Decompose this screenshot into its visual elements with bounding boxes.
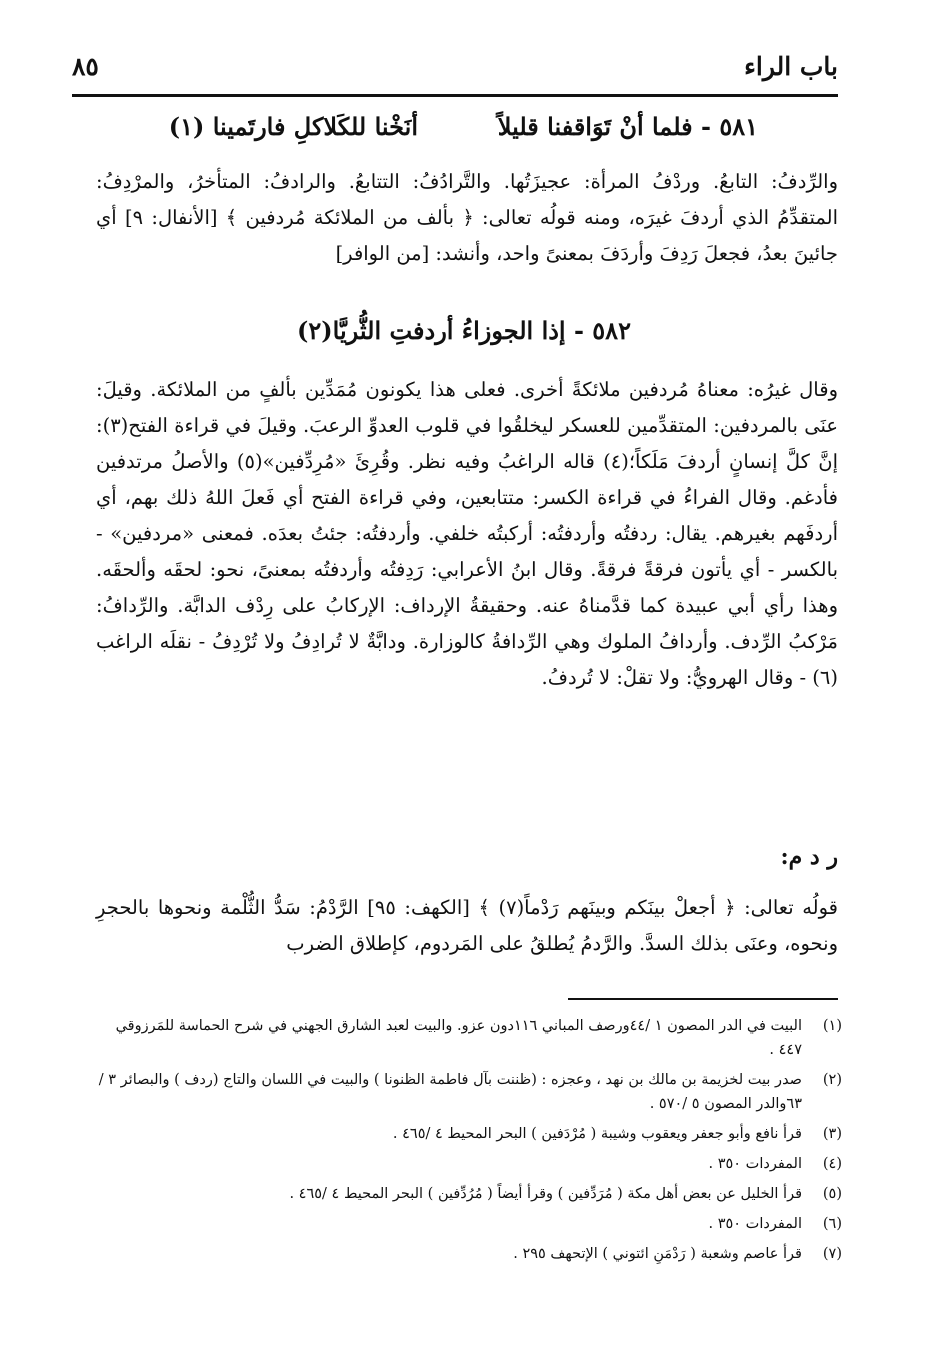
footnote-3: [96, 1122, 842, 1146]
footnote-number: (٧): [822, 1246, 842, 1262]
footnote-text: المفردات ٣٥٠ .: [708, 1216, 802, 1232]
section-heading-radm: ر د م:: [780, 844, 838, 870]
footnote-number: (٥): [822, 1186, 842, 1202]
verse-581-second-hemistich: أنَخْنا للكَلاكلِ فارتَمينا (١): [168, 112, 418, 141]
page-header: [72, 48, 838, 97]
verse-582: ٥٨٢ - إذا الجوزاءُ أردفتِ الثُّريَّا(٢): [297, 316, 631, 345]
verse-581-first-hemistich: ٥٨١ - فلما أنْ تَوَاقفنا قليلاً: [497, 112, 758, 141]
footnote-6: [96, 1212, 842, 1236]
footnote-number: (٢): [822, 1072, 842, 1088]
paragraph-text: والرِّدفُ: التابعُ. وردْفُ المرأة: عجيزَتُها. والتَّرادُفُ: التتابعُ. والرادفُ: المتأخرُ، والمرْدِفُ: المتقدِّمُ الذي أردفَ غيرَه، ومنه قولُه تعالى: ﴿ بألف من الملائكة مُردفين ﴾ [الأنفال: ٩] أي جائينَ بعدُ، فجعلَ رَدِفَ وأردَفَ بمعنىً واحد، وأنشد: [من الوافر]: [96, 170, 838, 265]
footnote-1: [96, 1014, 842, 1062]
footnote-text: قرأ نافع وأبو جعفر ويعقوب وشيبة ( مُرْدَفين ) البحر المحيط ٤ /٤٦٥ .: [392, 1126, 802, 1142]
paragraph-radf-definition: [96, 164, 838, 272]
verse-581: [90, 112, 838, 152]
footnote-text: المفردات ٣٥٠ .: [708, 1156, 802, 1172]
footnote-7: [96, 1242, 842, 1266]
footnote-5: [96, 1182, 842, 1206]
footnote-text: صدر بيت لخزيمة بن مالك بن نهد ، وعجزه : (ظننت بآل فاطمة الظنونا ) والبيت في اللسان والتاج (ردف ) والبصائر ٣ /٦٣والدر المصون ٥ /٥٧٠ .: [98, 1072, 802, 1112]
paragraph-text: وقال غيرُه: معناهُ مُردفين ملائكةً أخرى. فعلى هذا يكونون مُمَدِّين بألفٍ من الملائكة. وقيلَ: عنَى بالمردفين: المتقدِّمين للعسكر ليخلقُوا في قلوب العدوِّ الرعبَ. وقيلَ في قراءة الفتح(٣): إنَّ كلَّ إنسانٍ أردفَ مَلَكاً؛(٤) قاله الراغبُ وفيه نظر. وقُرِئَ «مُرِدِّفين»(٥) والأصلُ مرتدفين فأدغم. وقال الفراءُ في قراءة الكسر: متتابعين، وفي قراءة الفتح أي فَعلَ اللهُ ذلك بهم، أي أردفَهم بغيرهم. يقال: ردفتُه وأردفتُه: أركبتُه خلفي. وأردفتُه: جئتُ بعدَه. فمعنى «مردفين» - بالكسر - أي يأتون فرقةً فرقةً. وقال ابنُ الأعرابي: رَدِفتُه وأردفتُه بمعنىً، نحو: لحقَه وألحقَه. وهذا رأي أبي عبيدة كما قدَّمناهُ عنه. وحقيقةُ الإرداف: الإركابُ على رِدْف الدابَّة. والرِّدافُ: مَرْكبُ الرِّدف. وأردافُ الملوك وهي الرِّدافةُ كالوزارة. ودابَّةٌ لا تُرادِفُ ولا تُرْدِفُ - نقلَه الراغب (٦) - وقال الهرويُّ: ولا تقلْ: لا تُردفُ.: [96, 378, 839, 689]
footnote-divider: [568, 998, 838, 1000]
footnote-number: (٦): [822, 1216, 842, 1232]
paragraph-radm: [96, 890, 838, 962]
footnote-4: [96, 1152, 842, 1176]
footnotes: [96, 1014, 842, 1272]
footnote-text: البيت في الدر المصون ١ /٤٤ورصف المباني ١١٦دون عزو. والبيت لعبد الشارق الجهني في شرح الحماسة للمَرزوقي ٤٤٧ .: [115, 1018, 802, 1058]
footnote-number: (١): [822, 1018, 842, 1034]
chapter-title: باب الراء: [744, 52, 838, 81]
footnote-number: (٣): [822, 1126, 842, 1142]
footnote-2: [96, 1068, 842, 1116]
paragraph-text: قولُه تعالى: ﴿ أجعلْ بينَكم وبينَهم رَدْماً(٧) ﴾ [الكهف: ٩٥] الرَّدْمُ: سَدُّ الثُّلْمة ونحوها بالحجرِ ونحوه، وعنَى بذلك السدَّ. والرَّدمُ يُطلقُ على المَردوم، كإطلاق الضرب: [96, 896, 839, 955]
footnote-text: قرأ عاصم وشعبة ( رَدْمَنِ ائتوني ) الإتحهف ٢٩٥ .: [513, 1246, 802, 1262]
page-number: ٨٥: [72, 52, 99, 81]
footnote-number: (٤): [822, 1156, 842, 1172]
paragraph-murdifin-commentary: [96, 372, 838, 696]
footnote-text: قرأ الخليل عن بعض أهل مكة ( مُرَدِّفين ) وقرأ أيضاً ( مُرُدِّفين ) البحر المحيط ٤ /٤٦٥ .: [289, 1186, 802, 1202]
